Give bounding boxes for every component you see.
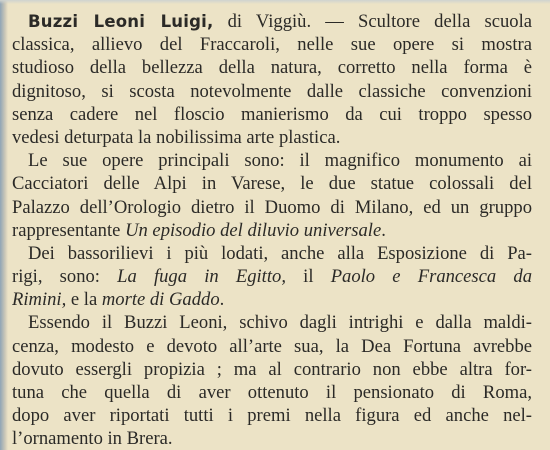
work-title: Paolo e Francesca da <box>330 266 532 288</box>
text-line: l’ornamento in Brera. <box>12 428 173 450</box>
text-line: senza cadere nel floscio manierismo da cui troppo spesso <box>12 103 532 125</box>
text-line: Essendo il Buzzi Leoni, schivo dagli intrighi e dalla maldi- <box>28 312 532 334</box>
text-run: . <box>381 219 386 241</box>
text-line: dopo aver riportati tutti i premi nella figura ed anche nel- <box>12 405 532 427</box>
text-run: rigi, sono: <box>12 266 118 288</box>
paragraph-4 <box>12 311 532 450</box>
text-line: studioso della bellezza della natura, corretto nella forma è <box>12 57 532 79</box>
text-line: dignitoso, si scosta notevolmente dalle classiche convenzioni <box>12 80 532 102</box>
text-run: di Viggiù. — Scultore della scuola <box>213 11 532 32</box>
text-line <box>12 219 532 242</box>
work-title: La fuga in Egitto, <box>117 266 286 288</box>
paragraph-3 <box>12 242 532 312</box>
text-line: Cacciatori delle Alpi in Varese, le due statue colossali del <box>12 173 532 195</box>
text-run: e la <box>66 289 102 311</box>
text-line: tuna che quella di aver ottenuto il pensionato di Roma, <box>12 382 532 403</box>
text-line: cenza, modesto e devoto all’arte sua, la Dea Fortuna avrebbe <box>12 335 532 357</box>
page-top-edge <box>0 0 550 4</box>
text-line <box>12 288 532 311</box>
text-run: rappresentante <box>12 219 126 241</box>
work-title: Rimini, <box>12 289 67 311</box>
biography-entry <box>12 10 532 450</box>
text-line: Palazzo dell’Orologio dietro il Duomo di Milano, ed un gruppo <box>12 196 532 218</box>
text-line <box>12 265 532 288</box>
text-line <box>12 10 532 33</box>
work-title: morte di Gaddo <box>101 289 220 311</box>
text-run: . <box>219 289 225 311</box>
work-title: Un episodio del diluvio universale <box>125 219 382 241</box>
text-line: dovuto essergli propizia ; ma al contrario non ebbe altra for- <box>12 358 532 380</box>
text-run: il <box>285 266 331 288</box>
text-line: Dei bassorilievi i più lodati, anche alla Esposizione di Pa- <box>28 242 532 264</box>
text-line: classica, allievo del Fraccaroli, nelle sue opere si mostra <box>12 34 532 56</box>
text-line: Le sue opere principali sono: il magnifico monumento ai <box>28 150 532 172</box>
page-binding-shadow <box>0 0 8 450</box>
entry-name: Buzzi Leoni Luigi, <box>28 12 214 31</box>
paragraph-2 <box>12 149 532 242</box>
text-line: vedesi deturpata la nobilissima arte plastica. <box>12 126 341 148</box>
paragraph-1 <box>12 10 532 149</box>
